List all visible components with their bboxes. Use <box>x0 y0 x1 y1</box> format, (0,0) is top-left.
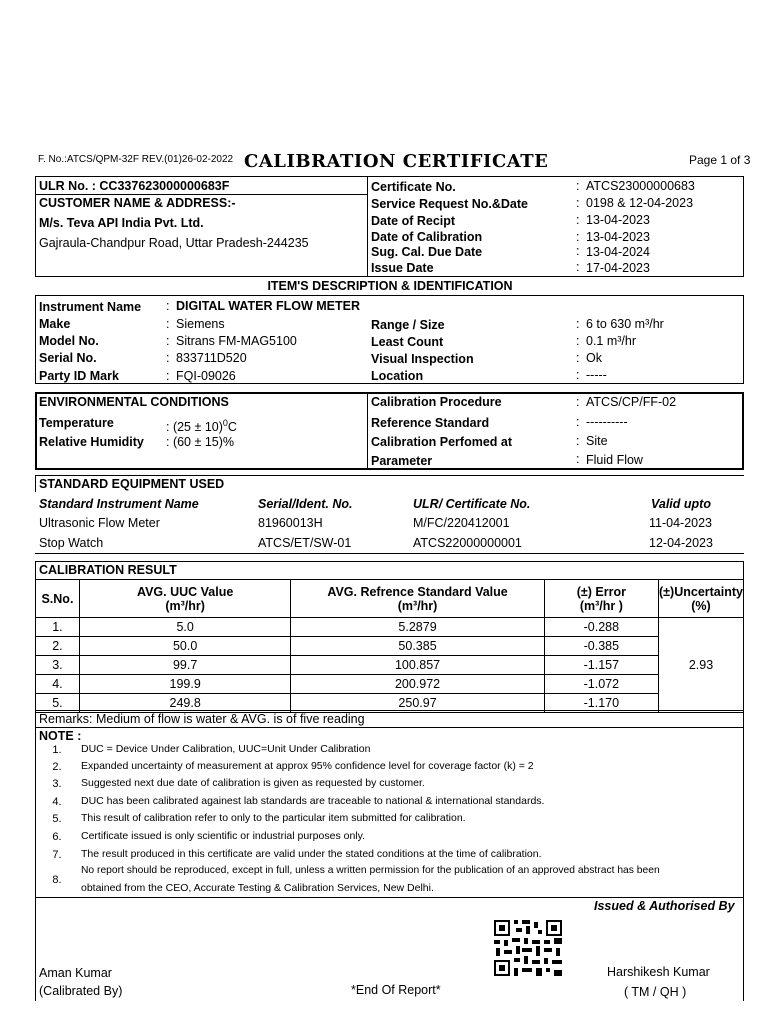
equipment-cell: 12-04-2023 <box>649 536 713 550</box>
procedure-colon: : <box>576 395 580 409</box>
item-label: Location <box>371 369 424 383</box>
cert-info-colon: : <box>576 179 580 193</box>
result-header-unit: (%) <box>691 598 711 613</box>
cert-info-colon: : <box>576 213 580 227</box>
note-number: 7. <box>52 849 62 861</box>
result-header-unit: (m³/hr ) <box>579 598 623 613</box>
result-cell: 1. <box>36 618 80 637</box>
result-row <box>36 637 744 656</box>
result-cell: -0.288 <box>544 618 658 637</box>
item-label: Make <box>39 317 71 331</box>
result-cell: -1.170 <box>544 694 658 713</box>
result-header-ref <box>291 580 544 618</box>
equipment-left-edge <box>35 475 36 492</box>
equipment-cell: Ultrasonic Flow Meter <box>39 516 160 530</box>
result-cell: 50.385 <box>291 637 544 656</box>
result-cell: 5.2879 <box>291 618 544 637</box>
result-cell: 99.7 <box>79 656 291 675</box>
degree-sign: 0 <box>222 418 228 428</box>
cert-info-value: 13-04-2024 <box>586 245 650 259</box>
result-cell: -0.385 <box>544 637 658 656</box>
equipment-cell: ATCS/ET/SW-01 <box>258 536 352 550</box>
result-header-unit: (m³/hr) <box>397 598 438 613</box>
note-number: 3. <box>52 778 62 790</box>
item-colon: : <box>166 317 170 331</box>
certificate-title: CALIBRATION CERTIFICATE <box>244 151 549 172</box>
customer-address: Gajraula-Chandpur Road, Uttar Pradesh-244235 <box>39 236 309 250</box>
item-label: Model No. <box>39 334 99 348</box>
ulr-number: ULR No. : CC337623000000683F <box>39 179 230 193</box>
equipment-title: STANDARD EQUIPMENT USED <box>39 477 225 491</box>
temperature-unit: C <box>227 420 237 435</box>
cert-info-colon: : <box>576 230 580 244</box>
result-title: CALIBRATION RESULT <box>39 563 177 577</box>
equipment-bottom-rule <box>35 553 744 554</box>
result-header-text: S.No. <box>41 591 74 606</box>
result-row <box>36 656 744 675</box>
cert-info-label: Date of Calibration <box>371 230 483 244</box>
procedure-colon: : <box>576 452 580 466</box>
item-value: 6 to 630 m³/hr <box>586 317 664 331</box>
item-label: Party ID Mark <box>39 369 119 383</box>
result-cell: 50.0 <box>79 637 291 656</box>
note-number: 1. <box>52 744 62 756</box>
cert-info-colon: : <box>576 244 580 258</box>
result-cell: 199.9 <box>79 675 291 694</box>
procedure-value: ---------- <box>586 415 628 429</box>
issued-by-label: Issued & Authorised By <box>594 899 735 913</box>
equipment-cell: Stop Watch <box>39 536 104 550</box>
item-value: DIGITAL WATER FLOW METER <box>176 299 361 313</box>
equipment-cell: 11-04-2023 <box>649 516 713 530</box>
result-table <box>35 579 744 713</box>
result-header-text: AVG. UUC Value <box>136 584 234 599</box>
result-cell: -1.157 <box>544 656 658 675</box>
result-row <box>36 675 744 694</box>
result-cell: 200.972 <box>291 675 544 694</box>
equipment-header: Standard Instrument Name <box>39 497 199 511</box>
item-value: Sitrans FM-MAG5100 <box>176 334 297 348</box>
item-value: 0.1 m³/hr <box>586 334 637 348</box>
customer-name-label: CUSTOMER NAME & ADDRESS:- <box>39 196 236 210</box>
result-cell: 2. <box>36 637 80 656</box>
page-number: Page 1 of 3 <box>689 153 751 167</box>
result-cell: 249.8 <box>79 694 291 713</box>
temperature-label: Temperature <box>39 416 114 430</box>
uncertainty-cell: 2.93 <box>659 618 744 713</box>
item-colon: : <box>166 369 170 383</box>
cert-info-colon: : <box>576 196 580 210</box>
result-header-unit: (m³/hr) <box>165 598 205 613</box>
procedure-value: Site <box>586 434 608 448</box>
procedure-value: ATCS/CP/FF-02 <box>586 395 677 409</box>
item-colon: : <box>576 368 580 382</box>
result-header-uuc <box>79 580 291 618</box>
authoriser-name: Harshikesh Kumar <box>607 965 710 979</box>
note-text: Certificate issued is only scientific or industrial purposes only. <box>81 830 366 842</box>
result-cell: 100.857 <box>291 656 544 675</box>
note-number: 5. <box>52 813 62 825</box>
item-section-title: ITEM'S DESCRIPTION & IDENTIFICATION <box>267 279 513 293</box>
result-cell: -1.072 <box>544 675 658 694</box>
temperature-range: : (25 ± 10) <box>166 420 223 435</box>
item-colon: : <box>166 334 170 348</box>
calibrator-role: (Calibrated By) <box>39 984 123 998</box>
notes-title: NOTE : <box>39 729 82 743</box>
note-number: 8. <box>52 874 62 886</box>
customer-name: M/s. Teva API India Pvt. Ltd. <box>39 216 204 230</box>
cert-info-label: Service Request No.&Date <box>371 197 529 211</box>
humidity-value: : (60 ± 15)% <box>166 435 234 449</box>
end-of-report: *End Of Report* <box>351 983 441 997</box>
cert-info-label: Date of Recipt <box>371 214 456 228</box>
note-number: 6. <box>52 831 62 843</box>
item-colon: : <box>576 317 580 331</box>
cert-info-label: Sug. Cal. Due Date <box>371 245 483 259</box>
cert-info-value: 17-04-2023 <box>586 261 650 275</box>
item-value: FQI-09026 <box>176 369 236 383</box>
cert-info-value: 13-04-2023 <box>586 213 650 227</box>
temperature-value <box>166 415 237 435</box>
note-text: Suggested next due date of calibration is given as requested by customer. <box>81 777 425 789</box>
procedure-value: Fluid Flow <box>586 453 643 467</box>
equipment-header: Valid upto <box>651 497 711 511</box>
humidity-label: Relative Humidity <box>39 435 144 449</box>
result-cell: 5. <box>36 694 80 713</box>
environment-divider <box>367 392 368 470</box>
note-text: The result produced in this certificate are valid under the stated conditions at the time of calibration. <box>81 848 542 860</box>
result-header-text: AVG. Refrence Standard Value <box>327 584 508 599</box>
item-colon: : <box>576 334 580 348</box>
item-colon: : <box>576 351 580 365</box>
note-text: DUC has been calibrated againest lab standards are traceable to national & international standards. <box>81 795 545 807</box>
equipment-cell: 81960013H <box>258 516 323 530</box>
result-header-uncertainty <box>659 580 744 618</box>
note-text: No report should be reproduced, except in full, unless a written permission for the publication of an approved abstract has been <box>81 865 660 876</box>
equipment-cell: M/FC/220412001 <box>413 516 510 530</box>
procedure-label: Calibration Procedure <box>371 395 502 409</box>
cert-info-colon: : <box>576 260 580 274</box>
equipment-cell: ATCS22000000001 <box>413 536 522 550</box>
item-value: 833711D520 <box>176 351 247 365</box>
result-header-text: (±)Uncertainty <box>659 584 743 599</box>
item-value: ----- <box>586 368 607 382</box>
note-text: DUC = Device Under Calibration, UUC=Unit Under Calibration <box>81 743 371 755</box>
item-colon: : <box>166 299 170 313</box>
calibrator-name: Aman Kumar <box>39 966 112 980</box>
item-colon: : <box>166 351 170 365</box>
item-value: Ok <box>586 351 602 365</box>
item-value: Siemens <box>176 317 225 331</box>
result-header-row <box>36 580 744 618</box>
form-number: F. No.:ATCS/QPM-32F REV.(01)26-02-2022 <box>38 154 234 165</box>
note-text: This result of calibration refer to only to the particular item submitted for calibration. <box>81 812 466 824</box>
item-label: Visual Inspection <box>371 352 474 366</box>
cert-info-value: 13-04-2023 <box>586 230 650 244</box>
customer-box-divider <box>367 176 368 277</box>
cert-info-label: Certificate No. <box>371 180 456 194</box>
cert-info-value: 0198 & 12-04-2023 <box>586 196 694 210</box>
environment-title: ENVIRONMENTAL CONDITIONS <box>39 395 229 409</box>
cert-info-label: Issue Date <box>371 261 434 275</box>
result-row <box>36 618 744 637</box>
result-header-sno <box>36 580 80 618</box>
note-number: 2. <box>52 761 62 773</box>
result-cell: 250.97 <box>291 694 544 713</box>
result-header-error <box>544 580 658 618</box>
qr-code-icon <box>492 918 564 978</box>
remarks-text: Remarks: Medium of flow is water & AVG. is of five reading <box>39 712 365 726</box>
note-number: 4. <box>52 796 62 808</box>
note-text: Expanded uncertainty of measurement at approx 95% confidence level for coverage factor (k) = 2 <box>81 760 534 772</box>
procedure-label: Parameter <box>371 454 433 468</box>
procedure-colon: : <box>576 415 580 429</box>
result-header-text: (±) Error <box>576 584 626 599</box>
note-text-continued: obtained from the CEO, Accurate Testing & Calibration Services, New Delhi. <box>81 882 434 894</box>
equipment-header: ULR/ Certificate No. <box>413 497 531 511</box>
result-cell: 5.0 <box>79 618 291 637</box>
equipment-header: Serial/Ident. No. <box>258 497 353 511</box>
item-label: Instrument Name <box>39 300 142 314</box>
item-label: Serial No. <box>39 351 97 365</box>
authoriser-role: ( TM / QH ) <box>624 985 687 999</box>
procedure-label: Calibration Perfomed at <box>371 435 512 449</box>
result-cell: 3. <box>36 656 80 675</box>
cert-info-value: ATCS23000000683 <box>586 179 695 193</box>
procedure-colon: : <box>576 434 580 448</box>
procedure-label: Reference Standard <box>371 416 490 430</box>
result-cell: 4. <box>36 675 80 694</box>
item-label: Range / Size <box>371 318 445 332</box>
item-label: Least Count <box>371 335 444 349</box>
